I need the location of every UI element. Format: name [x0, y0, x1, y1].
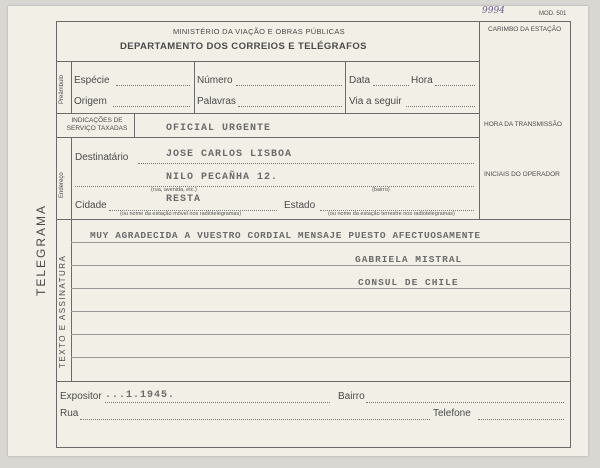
hora-field[interactable] [435, 85, 475, 86]
message-line-1: MUY AGRADECIDA A VUESTRO CORDIAL MENSAJE PUESTO AFECTUOSAMENTE [90, 230, 481, 241]
ministry-title: MINISTÉRIO DA VIAÇÃO E OBRAS PÚBLICAS [173, 27, 345, 36]
telegram-form [8, 6, 588, 456]
handwritten-number: 9994 [482, 6, 505, 16]
address-vertical-label: Endereço [59, 172, 65, 198]
services-label: INDICAÇÕES DE SERVIÇO TAXADAS [66, 117, 128, 132]
palavras-field[interactable] [238, 106, 342, 107]
estado-hint: (ou nome da estação terrestre nos radiotelegramas) [328, 211, 455, 217]
street-hint: (rua, avenida, etc.) [151, 187, 197, 193]
model-number: MOD. 501 [539, 11, 567, 17]
origem-label: Origem [74, 96, 107, 107]
destinatario-label: Destinatário [75, 152, 129, 163]
preamble-vertical-label: Preâmbulo [59, 74, 65, 104]
origem-field[interactable] [113, 106, 190, 107]
data-label: Data [349, 75, 371, 86]
cidade-label: Cidade [75, 200, 107, 211]
message-line-3: CONSUL DE CHILE [358, 277, 459, 288]
expositor-date: ...1.1945. [105, 390, 176, 401]
rua-label: Rua [60, 408, 79, 419]
palavras-label: Palavras [197, 96, 236, 107]
telefone-label: Telefone [433, 408, 471, 419]
left-border [56, 21, 57, 448]
numero-field[interactable] [236, 85, 342, 86]
text-signature-vertical-label: TEXTO E ASSINATURA [58, 254, 67, 368]
telefone-field[interactable] [478, 419, 564, 420]
bottom-border [56, 447, 571, 448]
via-label: Via a seguir [349, 96, 402, 107]
especie-label: Espécie [74, 75, 110, 86]
cidade-hint: (ou nome da estação móvel nos radiotelegramas) [120, 211, 242, 217]
operator-initials-label: INICIAIS DO OPERADOR [484, 171, 560, 178]
stamp-box-label: CARIMBO DA ESTAÇÃO [488, 26, 562, 33]
data-field[interactable] [373, 85, 409, 86]
department-title: DEPARTAMENTO DOS CORREIOS E TELÉGRAFOS [120, 41, 367, 52]
message-line-2: GABRIELA MISTRAL [355, 254, 463, 265]
expositor-field[interactable] [105, 402, 330, 403]
transmission-time-label: HORA DA TRANSMISSÃO [484, 121, 562, 128]
cidade-value: RESTA [166, 194, 202, 205]
via-field[interactable] [406, 106, 475, 107]
stamp-column-divider [479, 21, 480, 219]
services-value: OFICIAL URGENTE [166, 123, 272, 134]
top-border [56, 21, 571, 22]
telegram-vertical-title: TELEGRAMA [34, 203, 48, 296]
especie-field[interactable] [116, 85, 190, 86]
hora-label: Hora [411, 75, 433, 86]
numero-label: Número [197, 75, 233, 86]
destinatario-value: JOSE CARLOS LISBOA [166, 149, 293, 160]
bairro-label: Bairro [338, 391, 365, 402]
expositor-label: Expositor [60, 391, 102, 402]
right-border [570, 21, 571, 448]
street-value: NILO PECAÑHA 12. [166, 172, 279, 183]
estado-label: Estado [284, 200, 316, 211]
bairro-field[interactable] [366, 402, 564, 403]
bairro-hint: (bairro) [372, 187, 390, 193]
rua-field[interactable] [80, 419, 430, 420]
